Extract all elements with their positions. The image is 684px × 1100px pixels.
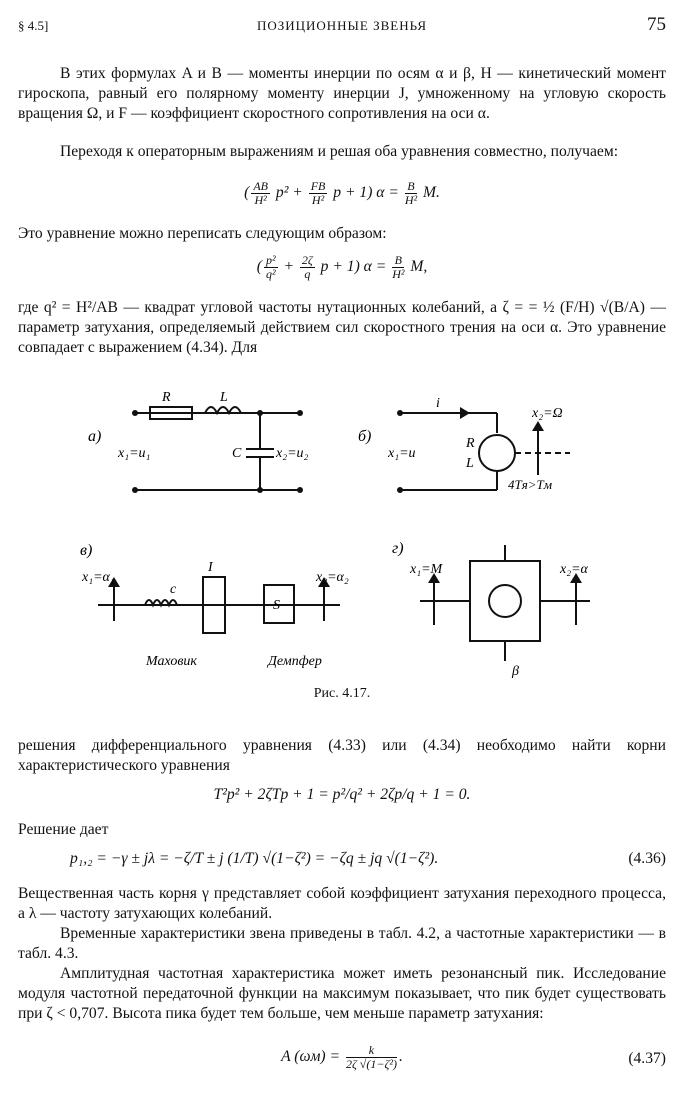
fig-b-L: L (466, 456, 474, 471)
paragraph-3: Это уравнение можно переписать следующим образом: (18, 225, 387, 242)
fig-a-tag: а) (88, 428, 102, 445)
fig-b-x1: x₁=u (388, 446, 416, 461)
paragraph-5: решения дифференциального уравнения (4.33) или (4.34) необходимо найти корни характеристического уравнения (18, 737, 666, 774)
fig-a-x2: x₂=u₂ (276, 446, 309, 461)
fig-a-R: R (162, 390, 171, 405)
paragraph-7: Вещественная часть корня γ представляет собой коэффициент затухания переходного процесса, а λ — частоту затухающих колебаний. (18, 885, 666, 922)
fig-b-cond: 4Tя>Tм (508, 477, 553, 492)
fig-v-damper: Демпфер (268, 654, 322, 669)
paragraph-1: В этих формулах A и B — моменты инерции по осям α и β, H — кинетический момент гироскопа, равный его полярному моменту инерции J, умноженному на угловую скорость вращения Ω, и F — коэффициент скоростного сопротивления на оси α. (18, 65, 666, 122)
equation-4-number: (4.36) (628, 850, 666, 867)
fig-v-x2: x₂=α₂ (316, 570, 349, 585)
equation-1: ( $\frac{AB}{\text{H²}}$ p² + $\frac{FB}{\text{H²}}$ p + 1) α = $\frac{B}{\text{H²}}$ M. (244, 179, 440, 207)
fig-v-flywheel: Маховик (146, 654, 197, 669)
paragraph-6: Решение дает (18, 821, 109, 838)
fig-v-I: I (208, 560, 213, 575)
fig-a-L: L (220, 390, 228, 405)
fig-b-x2: x₂=Ω (532, 406, 563, 421)
running-title: ПОЗИЦИОННЫЕ ЗВЕНЬЯ (256, 18, 428, 33)
page-number: 75 (647, 14, 666, 35)
fig-a-C: C (232, 446, 242, 461)
equation-3: T²p² + 2ζTp + 1 = p²/q² + 2ζp/q + 1 = 0. (213, 786, 471, 803)
figure-caption: Рис. 4.17. (313, 686, 371, 701)
fig-b-i: i (436, 396, 440, 411)
figure-4-17 (0, 385, 684, 685)
equation-4: p₁,₂ = −γ ± jλ = −ζ/T ± j (1/T) √(1−ζ²) = −ζq ± jq √(1−ζ²). (70, 850, 439, 867)
fig-b-R: R (466, 436, 475, 451)
paragraph-4: где q² = H²/AB — квадрат угловой частоты нутационных колебаний, а ζ = = ½ (F/H) √(B/A) — параметр затухания, определяемый действием сил скоростного трения на оси α. Это уравнение совпадает с выражением (4.34). Для (18, 299, 666, 356)
page-header (18, 14, 666, 38)
fig-v-S: S (273, 598, 280, 613)
equation-5: A (ωм) = $\frac{k}{\text{2ζ √(1−ζ²)}}$ . (281, 1043, 403, 1071)
fig-b-tag: б) (358, 428, 372, 445)
paragraph-2: Переходя к операторным выражениям и решая оба уравнения совместно, получаем: (60, 143, 619, 160)
fig-g-x1: x₁=M (410, 562, 443, 577)
paragraph-8: Временные характеристики звена приведены в табл. 4.2, а частотные характеристики — в табл. 4.3. (18, 925, 666, 962)
equation-2: ( $\frac{\text{p²}}{\text{q²}}$ + $\frac{2\zeta}{q}$ p + 1) α = $\frac{B}{\text{H²}}$ M, (256, 253, 428, 281)
section-ref: § 4.5] (18, 18, 49, 33)
paragraph-9: Амплитудная частотная характеристика может иметь резонансный пик. Исследование модуля частотной передаточной функции на максимум показывает, что пик будет существовать при ζ < 0,707. Высота пика будет тем больше, чем меньше параметр затухания: (18, 965, 666, 1022)
fig-v-c: c (170, 582, 177, 597)
fig-g-beta: β (512, 664, 519, 679)
fig-v-tag: в) (80, 542, 93, 559)
fig-g-x2: x₂=α (560, 562, 588, 577)
fig-a-x1: x₁=u₁ (118, 446, 151, 461)
fig-g-tag: г) (392, 540, 404, 557)
equation-5-number: (4.37) (628, 1050, 666, 1067)
fig-v-x1: x₁=α₁ (82, 570, 115, 585)
